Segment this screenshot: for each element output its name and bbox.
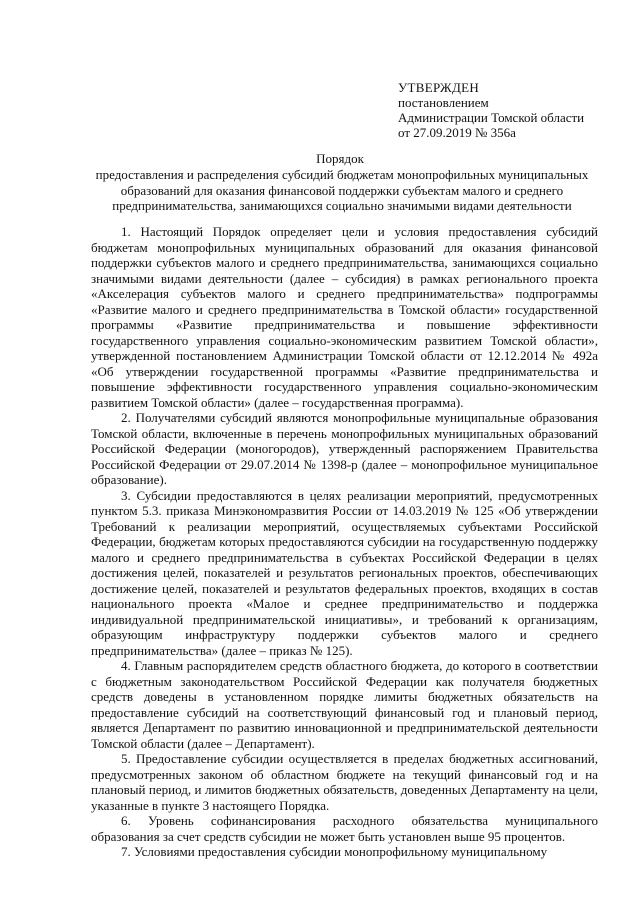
paragraph-1: 1. Настоящий Порядок определяет цели и условия предоставления субсидий бюджетам монопрофильных муниципальных образований для оказания финансовой поддержки субъектов малого и среднего предпринимательства, занимающихся социально значимыми видами деятельности (далее – субсидия) в рамках регионального проекта «Акселерация субъектов малого и среднего предпринимательства» подпрограммы «Развитие малого и среднего предпринимательства в Томской области» государственной программы «Развитие предпринимательства и повышение эффективности государственного управления социально-экономическим развитием Томской области», утвержденной постановлением Администрации Томской области от 12.12.2014 № 492а «Об утверждении государственной программы «Развитие предпринимательства и повышение эффективности государственного управления социально-экономическим развитием Томской области» (далее – государственная программа).: [91, 224, 598, 410]
document-title: Порядок: [316, 151, 364, 166]
approval-line-authority: Администрации Томской области: [398, 110, 585, 125]
approval-heading: УТВЕРЖДЕН: [398, 80, 480, 95]
paragraph-5: 5. Предоставление субсидии осуществляется в пределах бюджетных ассигнований, предусмотренных законом об областном бюджете на текущий финансовый год и на плановый период, и лимитов бюджетных обязательств, доведенных Департаменту на цели, указанные в пункте 3 настоящего Порядка.: [91, 751, 598, 813]
paragraph-3: 3. Субсидии предоставляются в целях реализации мероприятий, предусмотренных пунктом 5.3. приказа Минэкономразвития России от 14.03.2019 № 125 «Об утверждении Требований к реализации мероприятий, осуществляемых субъектами Российской Федерации, бюджетам которых предоставляются субсидии на государственную поддержку малого и среднего предпринимательства в субъектах Российской Федерации в целях достижения целей, показателей и результатов региональных проектов, обеспечивающих достижение целей, показателей и результатов федеральных проектов, входящих в состав национального проекта «Малое и среднее предпринимательство и поддержка индивидуальной предпринимательской инициативы», и требований к организациям, образующим инфраструктуру поддержки субъектов малого и среднего предпринимательства» (далее – приказ № 125).: [91, 487, 598, 658]
document-body: [91, 224, 598, 860]
approval-line-resolution: постановлением: [398, 95, 489, 110]
paragraph-6: 6. Уровень софинансирования расходного обязательства муниципального образования за счет средств субсидии не может быть установлен выше 95 процентов.: [91, 813, 598, 844]
paragraph-7: 7. Условиями предоставления субсидии монопрофильному муниципальному: [121, 844, 548, 859]
paragraph-2: 2. Получателями субсидий являются монопрофильные муниципальные образования Томской области, включенные в перечень монопрофильных муниципальных образований Российской Федерации (моногородов), утвержденный распоряжением Правительства Российской Федерации от 29.07.2014 № 1398-р (далее – монопрофильное муниципальное образование).: [91, 410, 598, 487]
document-subtitle: предоставления и распределения субсидий бюджетам монопрофильных муниципальных образований для оказания финансовой поддержки субъектам малого и среднего предпринимательства, занимающихся социально значимыми видами деятельности: [95, 167, 589, 213]
paragraph-4: 4. Главным распорядителем средств областного бюджета, до которого в соответствии с бюджетным законодательством Российской Федерации как получателя бюджетных средств доведены в установленном порядке лимиты бюджетных обязательств на предоставление субсидий на соответствующий финансовый год и плановый период, является Департамент по развитию инновационной и предпринимательской деятельности Томской области (далее – Департамент).: [91, 658, 598, 751]
approval-stamp: [398, 80, 628, 140]
approval-line-date: от 27.09.2019 № 356а: [398, 125, 516, 140]
